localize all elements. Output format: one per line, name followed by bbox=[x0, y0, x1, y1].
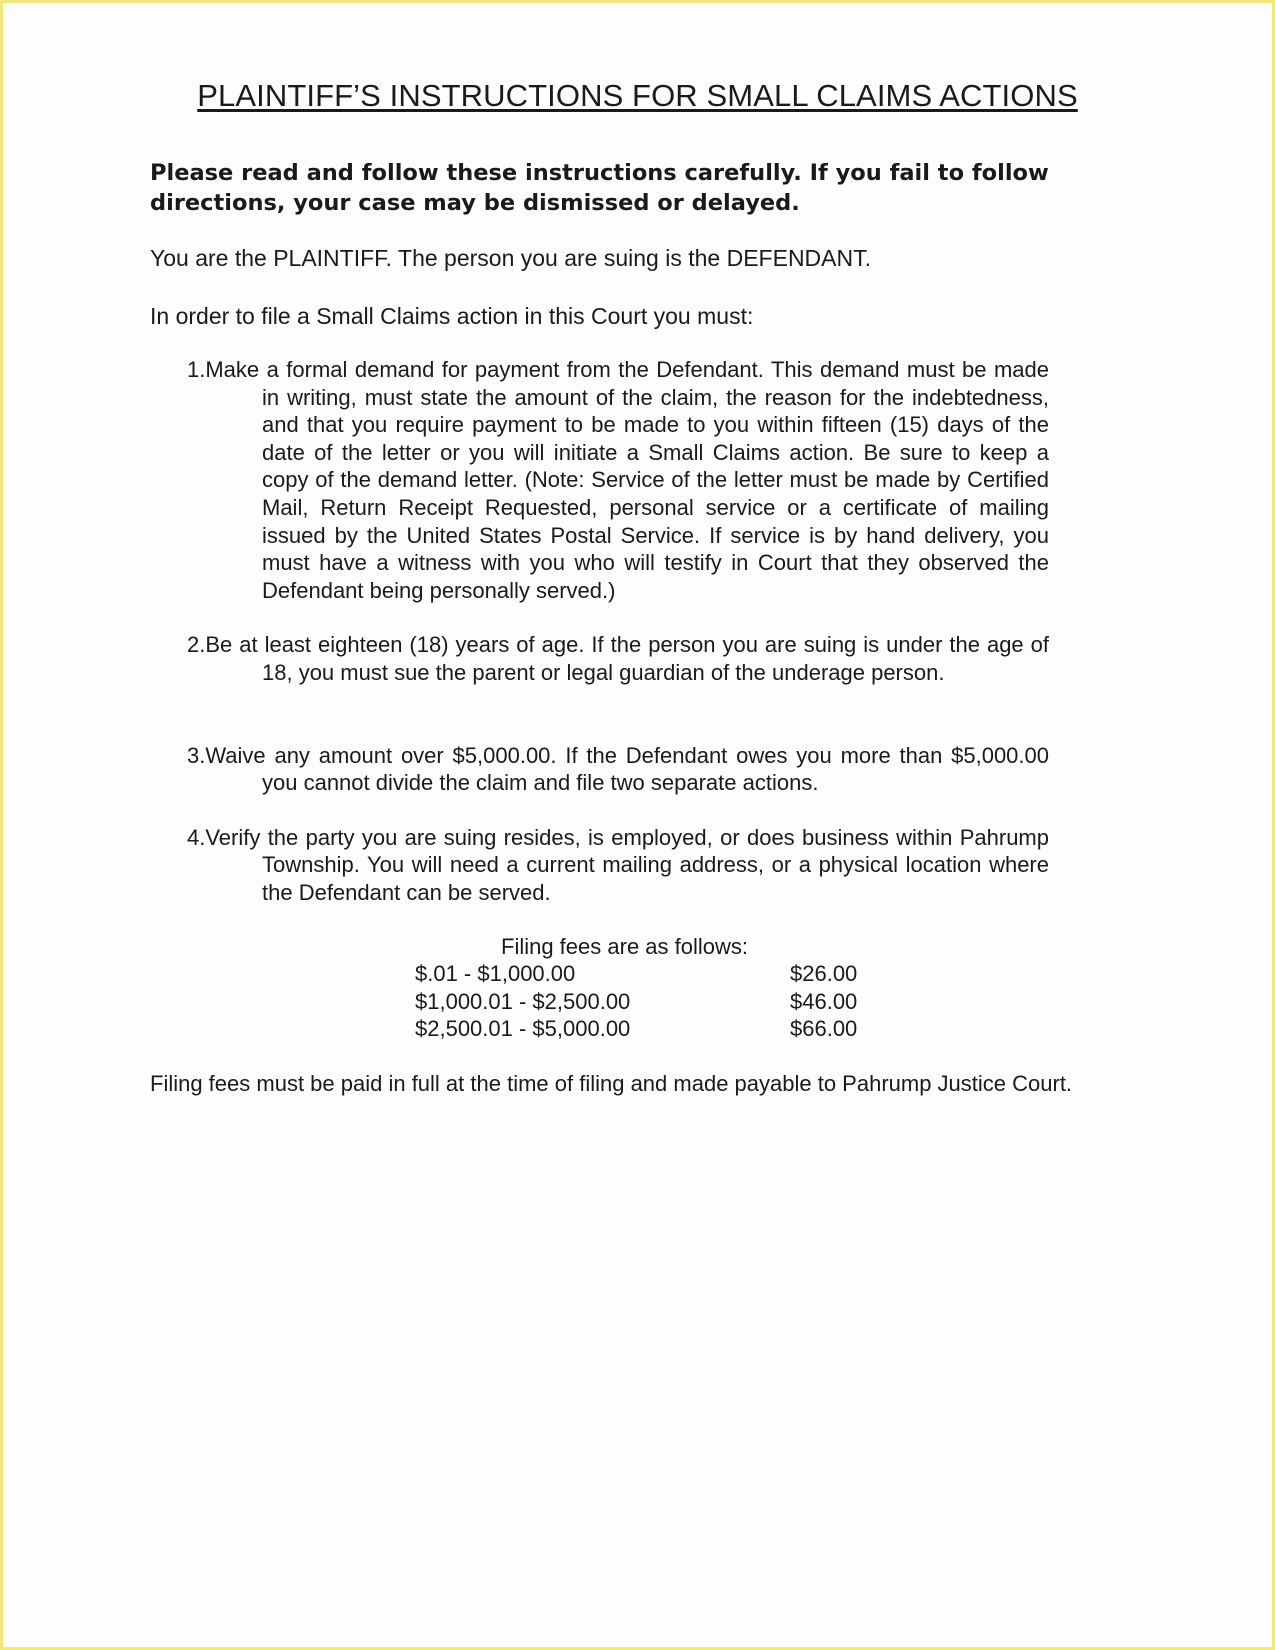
filing-fees-heading: Filing fees are as follows: bbox=[501, 933, 748, 959]
fee-range: $.01 - $1,000.00 bbox=[415, 961, 576, 987]
filing-fees-table bbox=[150, 933, 1125, 1043]
fee-row bbox=[415, 1015, 1125, 1043]
fee-amount: $26.00 bbox=[790, 961, 858, 987]
fee-row bbox=[415, 988, 1125, 1016]
intro-requirements: In order to file a Small Claims action in this Court you must: bbox=[150, 303, 754, 329]
requirements-list bbox=[187, 356, 1049, 907]
requirement-item: 3.Waive any amount over $5,000.00. If the Defendant owes you more than $5,000.00 you cannot divide the claim and file two separate actions. bbox=[187, 742, 1049, 796]
fee-amount: $66.00 bbox=[790, 1016, 858, 1042]
document-body bbox=[150, 70, 1125, 1120]
requirement-item: 1.Make a formal demand for payment from the Defendant. This demand must be made in writing, must state the amount of the claim, the reason for the indebtedness, and that you require payment to be made to you within fifteen (15) days of the date of the letter or you will initiate a Small Claims action. Be sure to keep a copy of the demand letter. (Note: Service of the letter must be made by Certified Mail, Return Receipt Requested, personal service or a certificate of mailing issued by the United States Postal Service. If service is by hand delivery, you must have a witness with you who will testify in Court that they observed the Defendant being personally served.) bbox=[187, 357, 1049, 603]
requirement-item: 2.Be at least eighteen (18) years of age. If the person you are suing is under the age of 18, you must sue the parent or legal guardian of the underage person. bbox=[187, 632, 1049, 685]
requirement-item: 4.Verify the party you are suing resides, is employed, or does business within Pahrump Township. You will need a current mailing address, or a physical location where the Defendant can be served. bbox=[187, 824, 1049, 905]
document-title: PLAINTIFF’S INSTRUCTIONS FOR SMALL CLAIMS ACTIONS bbox=[197, 78, 1078, 113]
fee-range: $1,000.01 - $2,500.00 bbox=[415, 988, 631, 1014]
closing-note: Filing fees must be paid in full at the time of filing and made payable to Pahrump Justice Court. bbox=[150, 1070, 1073, 1096]
warning-notice: Please read and follow these instructions carefully. If you fail to follow directions, your case may be dismissed or delayed. bbox=[150, 160, 1049, 216]
intro-plaintiff-defendant: You are the PLAINTIFF. The person you are suing is the DEFENDANT. bbox=[150, 245, 872, 271]
fee-row bbox=[415, 960, 1125, 988]
fee-range: $2,500.01 - $5,000.00 bbox=[415, 1016, 631, 1042]
fee-amount: $46.00 bbox=[790, 988, 858, 1014]
